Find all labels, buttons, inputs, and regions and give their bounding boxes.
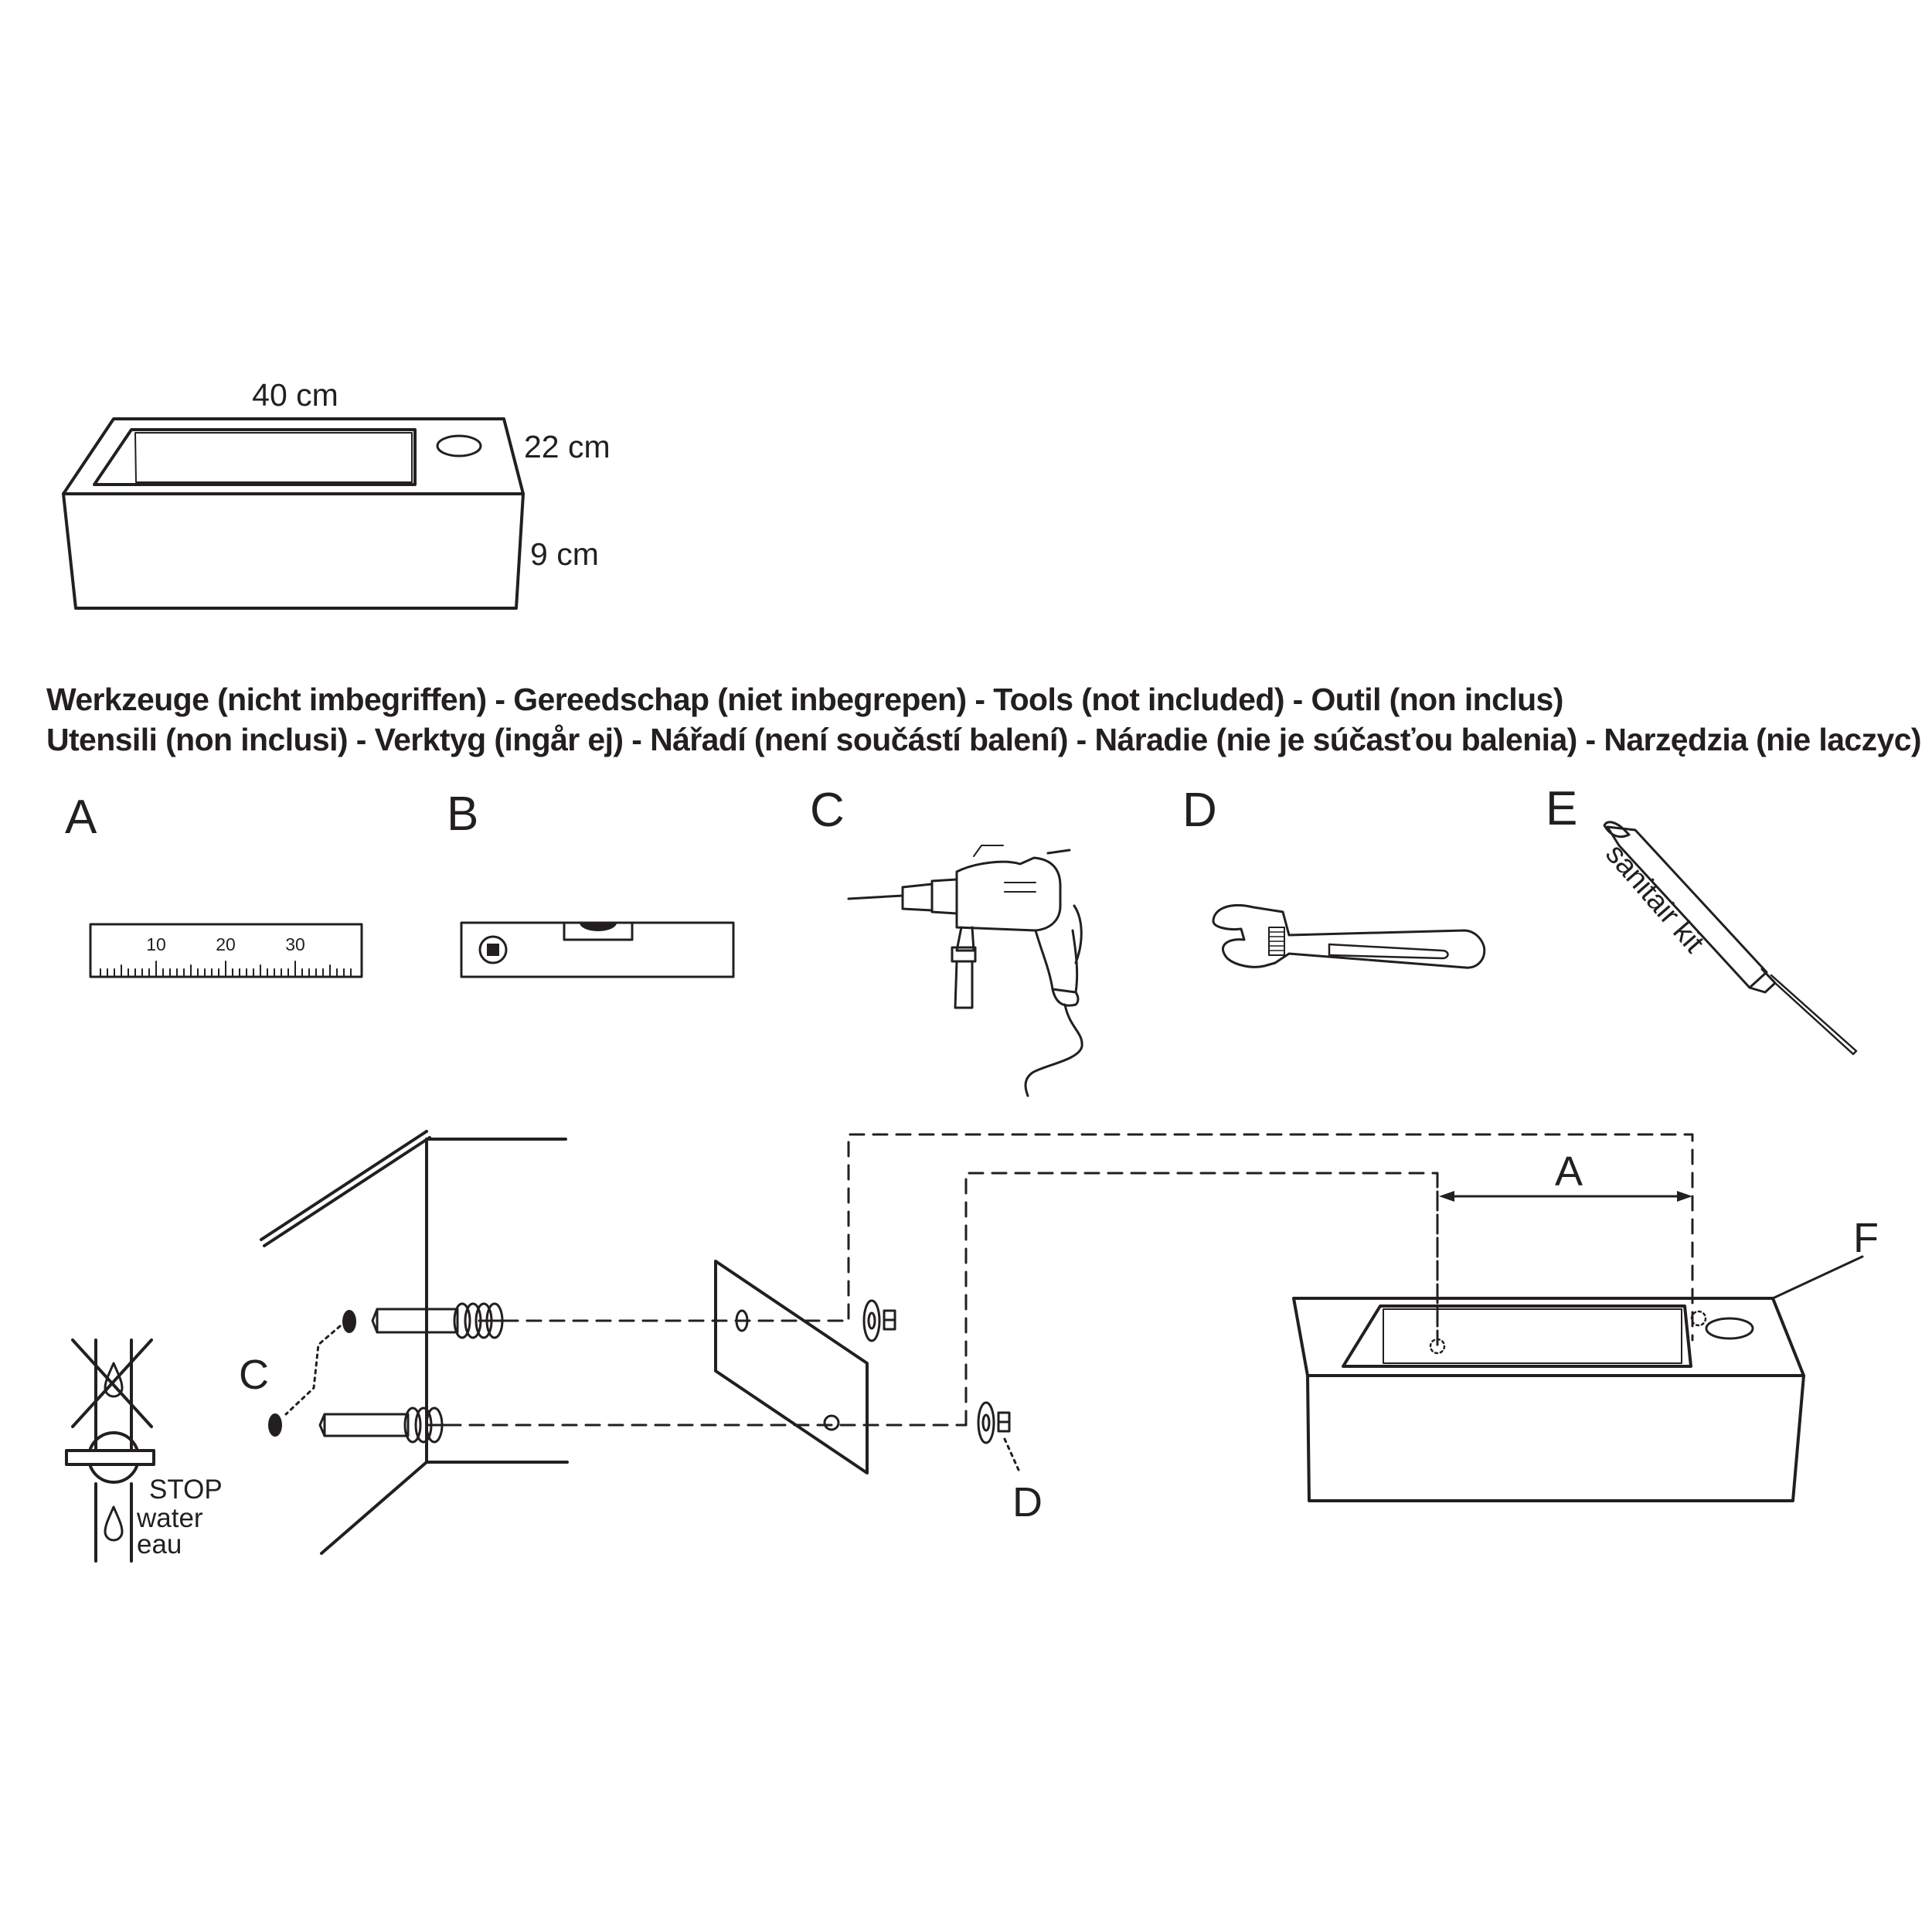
alignment-lines	[447, 1134, 1692, 1425]
depth-dimension: 22 cm	[524, 429, 611, 464]
wall-anchor-bottom	[320, 1408, 448, 1442]
power-drill-icon	[849, 845, 1082, 1096]
basin-installed-view	[1294, 1215, 1879, 1501]
tool-letter-c: C	[810, 784, 845, 837]
washer-nut-bottom	[978, 1403, 1043, 1526]
tool-letter-e: E	[1546, 782, 1578, 835]
water-stop-label-water: water	[137, 1503, 203, 1533]
ruler-label-10: 10	[146, 934, 166, 954]
drill-callout-c: C	[239, 1352, 269, 1398]
wall-corner	[261, 1131, 567, 1553]
ruler-label-30: 30	[285, 934, 305, 954]
mounting-bracket	[716, 1261, 867, 1473]
tools-heading-line-2: Utensili (non inclusi) - Verktyg (ingår ej) - Nářadí (není součástí balení) - Náradie (nie je súčasťou balenia) - Narzędzia (nie laczyc)	[46, 722, 1921, 757]
distance-a-dimension	[1439, 1148, 1692, 1202]
wall-anchor-top	[372, 1304, 507, 1338]
tool-letter-d: D	[1182, 784, 1217, 837]
water-stop-panel	[66, 1340, 223, 1561]
tools-row	[65, 782, 1856, 1096]
tools-heading-line-1: Werkzeuge (nicht imbegriffen) - Gereedschap (niet inbegrepen) - Tools (not included) - Outil (non inclus)	[46, 682, 1563, 717]
distance-label-a: A	[1554, 1148, 1583, 1195]
wrench-callout-d: D	[1012, 1479, 1043, 1526]
water-stop-label-eau: eau	[137, 1529, 182, 1560]
height-dimension: 9 cm	[530, 536, 599, 572]
washer-nut-top	[864, 1301, 895, 1341]
tool-letter-b: B	[447, 787, 479, 841]
sealant-label: sanitair kit	[1599, 838, 1711, 960]
drill-holes	[239, 1310, 356, 1437]
basin-callout-f: F	[1853, 1215, 1879, 1261]
ruler-label-20: 20	[216, 934, 236, 954]
ruler-icon	[90, 924, 362, 977]
tool-letter-a: A	[65, 791, 97, 844]
water-stop-label-stop: STOP	[149, 1475, 223, 1505]
width-dimension: 40 cm	[252, 377, 338, 413]
sealant-tube-icon	[1599, 822, 1856, 1054]
spirit-level-icon	[461, 923, 733, 977]
basin-dimension-sketch	[63, 377, 611, 608]
adjustable-wrench-icon	[1213, 905, 1485, 968]
